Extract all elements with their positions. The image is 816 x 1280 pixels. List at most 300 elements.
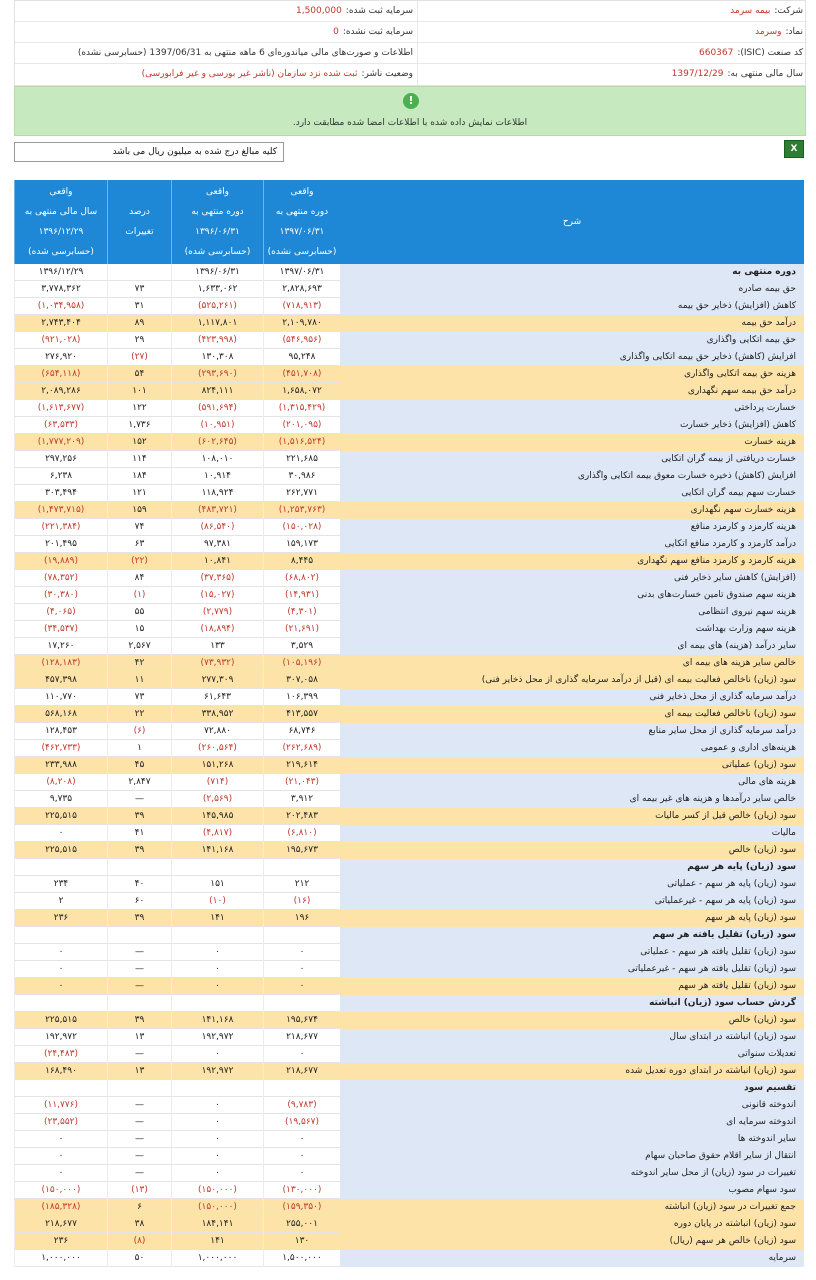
cell-period-1396: ۱۹۲,۹۷۲ xyxy=(171,1063,263,1080)
cell-change-percent: — xyxy=(107,978,171,995)
fiscal-value: 1397/12/29 xyxy=(671,69,724,79)
table-row xyxy=(14,536,804,553)
cell-period-1396: ۱۴۵,۹۸۵ xyxy=(171,808,263,825)
table-row xyxy=(14,298,804,315)
symbol-value[interactable]: وسرمد xyxy=(755,27,782,37)
cell-period-1396: ۱۴۱,۱۶۸ xyxy=(171,842,263,859)
company-info-panel xyxy=(14,0,806,86)
cell-period-1396: (۲,۵۶۹) xyxy=(171,791,263,808)
cell-period-1397: ۳,۵۲۹ xyxy=(263,638,340,655)
row-label: درآمد کارمزد و کارمزد منافع اتکایی xyxy=(340,536,804,553)
table-row xyxy=(14,264,804,281)
cell-period-1397: ۲۶۲,۷۷۱ xyxy=(263,485,340,502)
row-label: درآمد حق بیمه xyxy=(340,315,804,332)
cell-period-1397: ۰ xyxy=(263,978,340,995)
row-label: اندوخته سرمایه ای xyxy=(340,1114,804,1131)
cell-period-1397 xyxy=(263,859,340,876)
cell-period-1396: (۱۸,۸۹۴) xyxy=(171,621,263,638)
cell-period-1397 xyxy=(263,995,340,1012)
cell-fiscal-year: (۴,۰۶۵) xyxy=(14,604,107,621)
row-label: هزینه خسارت سهم نگهداری xyxy=(340,502,804,519)
cell-period-1396 xyxy=(171,927,263,944)
cell-change-percent: ۴۵ xyxy=(107,757,171,774)
cell-period-1396: ۱۸۴,۱۴۱ xyxy=(171,1216,263,1233)
verification-notice xyxy=(14,86,806,136)
cell-period-1396: ۱۳۰,۳۰۸ xyxy=(171,349,263,366)
table-row xyxy=(14,893,804,910)
cell-period-1396: (۴۸۳,۷۲۱) xyxy=(171,502,263,519)
row-label: سود (زیان) انباشته در ابتدای دوره تعدیل شده xyxy=(340,1063,804,1080)
info-row-fiscal xyxy=(15,64,807,85)
table-row xyxy=(14,1182,804,1199)
row-label: خسارت سهم بیمه گران اتکایی xyxy=(340,485,804,502)
cell-period-1397: (۵۴۶,۹۵۶) xyxy=(263,332,340,349)
cell-period-1397: (۴۵۱,۷۰۸) xyxy=(263,366,340,383)
table-row xyxy=(14,553,804,570)
cell-fiscal-year: ۰ xyxy=(14,978,107,995)
table-row xyxy=(14,349,804,366)
cell-period-1397: ۲,۸۲۸,۶۹۳ xyxy=(263,281,340,298)
cell-fiscal-year: ۲۱۸,۶۷۷ xyxy=(14,1216,107,1233)
cell-change-percent: ۵۰ xyxy=(107,1250,171,1267)
cell-fiscal-year: ۰ xyxy=(14,961,107,978)
cell-period-1397: (۲۱,۶۹۱) xyxy=(263,621,340,638)
cell-period-1397: ۲۰۲,۴۸۳ xyxy=(263,808,340,825)
row-label: درآمد سرمایه گذاری از محل ذخایر فنی xyxy=(340,689,804,706)
table-row xyxy=(14,468,804,485)
company-value[interactable]: بیمه سرمد xyxy=(730,6,771,16)
cell-change-percent: ۷۴ xyxy=(107,519,171,536)
cell-period-1396: (۴,۸۱۷) xyxy=(171,825,263,842)
cell-period-1396: ۱۰,۹۱۴ xyxy=(171,468,263,485)
table-row xyxy=(14,757,804,774)
cell-change-percent: ۱۳ xyxy=(107,1029,171,1046)
row-label: افزایش (کاهش) ذخیره خسارت معوق بیمه اتکایی واگذاری xyxy=(340,468,804,485)
isic-label: کد صنعت (ISIC): xyxy=(737,48,803,58)
cell-period-1396: ۱,۱۱۷,۸۰۱ xyxy=(171,315,263,332)
cell-period-1396: ۷۲,۸۸۰ xyxy=(171,723,263,740)
table-row xyxy=(14,519,804,536)
cell-period-1397: ۳,۹۱۲ xyxy=(263,791,340,808)
cell-period-1397: (۴,۳۰۱) xyxy=(263,604,340,621)
report-title: اطلاعات و صورت‌های مالی میاندوره‌ای 6 ماهه منتهی به 1397/06/31 (حسابرسی نشده) xyxy=(77,48,413,58)
cell-fiscal-year: ۱۶۸,۴۹۰ xyxy=(14,1063,107,1080)
cell-period-1396: ۶۱,۶۴۳ xyxy=(171,689,263,706)
cell-fiscal-year: (۱,۴۷۳,۷۱۵) xyxy=(14,502,107,519)
cell-fiscal-year: ۳۰۳,۴۹۴ xyxy=(14,485,107,502)
cell-fiscal-year: (۲۲۱,۳۸۴) xyxy=(14,519,107,536)
cell-period-1397: ۳۰,۹۸۶ xyxy=(263,468,340,485)
row-label: اندوخته قانونی xyxy=(340,1097,804,1114)
cell-change-percent: ۴۱ xyxy=(107,825,171,842)
cell-period-1397: (۱,۵۱۶,۵۲۴) xyxy=(263,434,340,451)
table-row xyxy=(14,723,804,740)
cell-fiscal-year: ۳,۷۷۸,۳۶۲ xyxy=(14,281,107,298)
cell-period-1396 xyxy=(171,859,263,876)
row-label: سود (زیان) تقلیل یافته هر سهم xyxy=(340,927,804,944)
company-label: شرکت: xyxy=(774,6,803,16)
cell-period-1397: (۹,۷۸۳) xyxy=(263,1097,340,1114)
cell-period-1397: ۰ xyxy=(263,1148,340,1165)
row-label: خسارت پرداختی xyxy=(340,400,804,417)
cell-period-1397: ۰ xyxy=(263,1165,340,1182)
table-row xyxy=(14,1199,804,1216)
cell-period-1397: (۱۶) xyxy=(263,893,340,910)
table-row xyxy=(14,1216,804,1233)
cell-period-1397: (۱۵۰,۰۲۸) xyxy=(263,519,340,536)
row-label: درآمد حق بیمه سهم نگهداری xyxy=(340,383,804,400)
cell-period-1397: ۲۱۲ xyxy=(263,876,340,893)
table-row xyxy=(14,876,804,893)
cell-fiscal-year: ۱,۰۰۰,۰۰۰ xyxy=(14,1250,107,1267)
unit-note: کلیه مبالغ درج شده به میلیون ریال می باشد xyxy=(14,142,284,162)
table-row xyxy=(14,1063,804,1080)
cell-period-1396: ۳۳۸,۹۵۲ xyxy=(171,706,263,723)
cell-period-1397: ۱۳۰ xyxy=(263,1233,340,1250)
cell-period-1397: (۱۰۵,۱۹۶) xyxy=(263,655,340,672)
cell-period-1396: ۰ xyxy=(171,961,263,978)
cell-period-1397: ۸,۴۴۵ xyxy=(263,553,340,570)
cell-period-1397: (۱۹,۵۶۷) xyxy=(263,1114,340,1131)
cell-change-percent: ۳۹ xyxy=(107,842,171,859)
cell-period-1396: ۸۲۴,۱۱۱ xyxy=(171,383,263,400)
table-row xyxy=(14,1097,804,1114)
row-label: حق بیمه اتکایی واگذاری xyxy=(340,332,804,349)
cell-period-1397: ۲۲۱,۶۸۵ xyxy=(263,451,340,468)
table-row xyxy=(14,1131,804,1148)
cell-change-percent: — xyxy=(107,961,171,978)
cell-fiscal-year: ۲۹۷,۲۵۶ xyxy=(14,451,107,468)
cell-fiscal-year: (۱۵۰,۰۰۰) xyxy=(14,1182,107,1199)
row-label: تقسیم سود xyxy=(340,1080,804,1097)
cell-change-percent: ۸۹ xyxy=(107,315,171,332)
unreg-capital-label: سرمایه ثبت نشده: xyxy=(342,27,413,37)
cell-change-percent: (۲۲) xyxy=(107,553,171,570)
row-label: هزینه کارمزد و کارمزد منافع xyxy=(340,519,804,536)
row-label: (افزایش) کاهش سایر ذخایر فنی xyxy=(340,570,804,587)
row-label: سود (زیان) انباشته در ابتدای سال xyxy=(340,1029,804,1046)
row-label: حق بیمه صادره xyxy=(340,281,804,298)
table-row xyxy=(14,638,804,655)
cell-period-1396: (۷۳,۹۳۲) xyxy=(171,655,263,672)
cell-period-1397: ۱۹۶ xyxy=(263,910,340,927)
header-change-percent: درصد تغییرات xyxy=(107,180,171,264)
cell-period-1396: ۱,۶۳۳,۰۶۲ xyxy=(171,281,263,298)
cell-period-1396: ۱۴۱ xyxy=(171,1233,263,1250)
cell-period-1397: ۲۱۸,۶۷۷ xyxy=(263,1029,340,1046)
cell-change-percent: ۲,۵۶۷ xyxy=(107,638,171,655)
table-row xyxy=(14,587,804,604)
cell-period-1397: ۲۱۹,۶۱۴ xyxy=(263,757,340,774)
table-row xyxy=(14,1029,804,1046)
cell-fiscal-year: (۱۲۸,۱۸۳) xyxy=(14,655,107,672)
cell-period-1396: (۱۵۰,۰۰۰) xyxy=(171,1182,263,1199)
row-label: سود (زیان) پایه هر سهم xyxy=(340,859,804,876)
table-row xyxy=(14,706,804,723)
cell-fiscal-year xyxy=(14,927,107,944)
table-row xyxy=(14,1046,804,1063)
table-row xyxy=(14,791,804,808)
cell-period-1397: (۱۴,۹۳۱) xyxy=(263,587,340,604)
cell-period-1397: ۰ xyxy=(263,944,340,961)
cell-period-1396: ۰ xyxy=(171,1097,263,1114)
row-label: سود (زیان) پایه هر سهم - عملیاتی xyxy=(340,876,804,893)
cell-fiscal-year: ۲۳۴ xyxy=(14,876,107,893)
table-header xyxy=(14,180,804,264)
cell-period-1396: ۰ xyxy=(171,1165,263,1182)
status-label: وضعیت ناشر: xyxy=(361,69,413,79)
row-label: افزایش (کاهش) ذخایر حق بیمه اتکایی واگذاری xyxy=(340,349,804,366)
cell-fiscal-year: ۲۰۱,۴۹۵ xyxy=(14,536,107,553)
row-label: سود (زیان) تقلیل یافته هر سهم - غیرعملیاتی xyxy=(340,961,804,978)
table-row xyxy=(14,621,804,638)
row-label: دوره منتهی به xyxy=(340,264,804,281)
cell-period-1396: (۳۷,۳۶۵) xyxy=(171,570,263,587)
cell-change-percent: ۳۹ xyxy=(107,808,171,825)
cell-fiscal-year: (۱۹,۸۸۹) xyxy=(14,553,107,570)
table-row xyxy=(14,961,804,978)
table-row xyxy=(14,604,804,621)
cell-fiscal-year xyxy=(14,859,107,876)
table-row xyxy=(14,400,804,417)
row-label: تعدیلات سنواتی xyxy=(340,1046,804,1063)
table-row xyxy=(14,774,804,791)
table-row xyxy=(14,1148,804,1165)
row-label: جمع تغییرات در سود (زیان) انباشته xyxy=(340,1199,804,1216)
row-label: سود (زیان) خالص xyxy=(340,842,804,859)
cell-change-percent: (۸) xyxy=(107,1233,171,1250)
table-row xyxy=(14,570,804,587)
cell-fiscal-year: (۱,۷۷۷,۲۰۹) xyxy=(14,434,107,451)
table-row xyxy=(14,1233,804,1250)
cell-period-1397: ۱,۵۰۰,۰۰۰ xyxy=(263,1250,340,1267)
cell-change-percent: (۶) xyxy=(107,723,171,740)
row-label: تغییرات در سود (زیان) از محل سایر اندوخته xyxy=(340,1165,804,1182)
cell-change-percent: ۵۵ xyxy=(107,604,171,621)
cell-period-1397 xyxy=(263,1080,340,1097)
cell-period-1396: ۱۳۹۶/۰۶/۳۱ xyxy=(171,264,263,281)
cell-period-1396: (۵۲۵,۲۶۱) xyxy=(171,298,263,315)
table-row xyxy=(14,740,804,757)
unreg-capital-value: 0 xyxy=(333,27,339,37)
cell-fiscal-year: ۲۲۵,۵۱۵ xyxy=(14,808,107,825)
cell-change-percent: (۲۷) xyxy=(107,349,171,366)
row-label: هزینه سهم نیروی انتظامی xyxy=(340,604,804,621)
cell-period-1396: ۱,۰۰۰,۰۰۰ xyxy=(171,1250,263,1267)
table-row xyxy=(14,502,804,519)
cell-period-1396: ۰ xyxy=(171,978,263,995)
cell-fiscal-year: ۶,۲۳۸ xyxy=(14,468,107,485)
table-row xyxy=(14,417,804,434)
cell-change-percent: ۱۲۲ xyxy=(107,400,171,417)
cell-change-percent: — xyxy=(107,1097,171,1114)
cell-period-1396: ۱۹۲,۹۷۲ xyxy=(171,1029,263,1046)
cell-fiscal-year: (۹۲۱,۰۲۸) xyxy=(14,332,107,349)
table-row xyxy=(14,978,804,995)
cell-period-1397: (۶۸,۸۰۲) xyxy=(263,570,340,587)
cell-period-1397: ۰ xyxy=(263,961,340,978)
cell-change-percent: — xyxy=(107,1046,171,1063)
cell-period-1397: (۲۰۱,۰۹۵) xyxy=(263,417,340,434)
cell-fiscal-year: ۱۲۸,۴۵۳ xyxy=(14,723,107,740)
cell-change-percent: ۱۵۹ xyxy=(107,502,171,519)
row-label: سود (زیان) خالص xyxy=(340,1012,804,1029)
table-row xyxy=(14,825,804,842)
cell-period-1397: ۱۰۶,۳۹۹ xyxy=(263,689,340,706)
cell-period-1397: ۱۹۵,۶۷۳ xyxy=(263,842,340,859)
row-label: سود (زیان) ناخالص فعالیت بیمه ای (قبل از درآمد سرمایه گذاری از محل ذخایر فنی) xyxy=(340,672,804,689)
row-label: سود (زیان) عملیاتی xyxy=(340,757,804,774)
row-label: سایر درآمد (هزینه) های بیمه ای xyxy=(340,638,804,655)
cell-fiscal-year: ۰ xyxy=(14,1131,107,1148)
cell-period-1396: ۹۷,۳۸۱ xyxy=(171,536,263,553)
capital-value: 1,500,000 xyxy=(295,6,342,16)
row-label: سود (زیان) خالص قبل از کسر مالیات xyxy=(340,808,804,825)
cell-change-percent: ۱۱۴ xyxy=(107,451,171,468)
cell-period-1396: ۲۷۷,۳۰۹ xyxy=(171,672,263,689)
cell-change-percent: ۳۸ xyxy=(107,1216,171,1233)
row-label: هزینه های مالی xyxy=(340,774,804,791)
cell-period-1397: ۶۸,۷۴۶ xyxy=(263,723,340,740)
cell-period-1396: ۱۵۱,۲۶۸ xyxy=(171,757,263,774)
cell-fiscal-year: (۱۱,۷۷۶) xyxy=(14,1097,107,1114)
cell-period-1396: (۲۶۰,۵۶۴) xyxy=(171,740,263,757)
cell-period-1396: (۷۱۴) xyxy=(171,774,263,791)
row-label: گردش حساب سود (زیان) انباشته xyxy=(340,995,804,1012)
table-row xyxy=(14,1114,804,1131)
cell-fiscal-year: ۱۱۰,۷۷۰ xyxy=(14,689,107,706)
cell-change-percent: — xyxy=(107,1148,171,1165)
table-row xyxy=(14,808,804,825)
cell-fiscal-year: ۲,۷۴۳,۴۰۴ xyxy=(14,315,107,332)
cell-fiscal-year: (۶۵۴,۱۱۸) xyxy=(14,366,107,383)
cell-period-1396: ۰ xyxy=(171,1114,263,1131)
cell-fiscal-year: (۱۸۵,۳۲۸) xyxy=(14,1199,107,1216)
cell-fiscal-year: (۱,۶۱۳,۶۷۷) xyxy=(14,400,107,417)
cell-fiscal-year: ۲ xyxy=(14,893,107,910)
cell-change-percent: ۱۳ xyxy=(107,1063,171,1080)
info-row-company xyxy=(15,1,807,22)
cell-change-percent: ۷۳ xyxy=(107,281,171,298)
cell-period-1397: (۷۱۸,۹۱۳) xyxy=(263,298,340,315)
cell-period-1396: ۱۴۱ xyxy=(171,910,263,927)
row-label: هزینه‌های اداری و عمومی xyxy=(340,740,804,757)
cell-period-1396: ۱۳۳ xyxy=(171,638,263,655)
row-label: انتقال از سایر اقلام حقوق صاحبان سهام xyxy=(340,1148,804,1165)
row-label: سود (زیان) تقلیل یافته هر سهم - عملیاتی xyxy=(340,944,804,961)
cell-period-1396: ۱۴۱,۱۶۸ xyxy=(171,1012,263,1029)
table-row xyxy=(14,944,804,961)
cell-period-1396: ۱۰,۸۴۱ xyxy=(171,553,263,570)
cell-change-percent: ۳۹ xyxy=(107,910,171,927)
cell-fiscal-year: (۳۰,۳۸۰) xyxy=(14,587,107,604)
cell-change-percent: — xyxy=(107,1114,171,1131)
table-row xyxy=(14,655,804,672)
row-label: هزینه سهم وزارت بهداشت xyxy=(340,621,804,638)
notice-text: اطلاعات نمایش داده شده با اطلاعات امضا شده مطابقت دارد. xyxy=(292,118,528,128)
cell-fiscal-year: ۲۷۶,۹۲۰ xyxy=(14,349,107,366)
cell-period-1397: ۰ xyxy=(263,1131,340,1148)
cell-change-percent xyxy=(107,859,171,876)
cell-period-1397: ۰ xyxy=(263,1046,340,1063)
cell-change-percent: ۷۳ xyxy=(107,689,171,706)
cell-period-1396: ۱۱۸,۹۲۴ xyxy=(171,485,263,502)
cell-fiscal-year: (۴۶۲,۷۳۳) xyxy=(14,740,107,757)
table-row xyxy=(14,485,804,502)
cell-period-1397: (۱۵۹,۳۵۰) xyxy=(263,1199,340,1216)
excel-export-icon[interactable]: X xyxy=(784,140,804,158)
cell-period-1396: (۱۰) xyxy=(171,893,263,910)
symbol-label: نماد: xyxy=(785,27,803,37)
cell-period-1397: (۱۳۰,۰۰۰) xyxy=(263,1182,340,1199)
cell-period-1396: (۲,۷۷۹) xyxy=(171,604,263,621)
cell-period-1396: (۱۵۰,۰۰۰) xyxy=(171,1199,263,1216)
info-row-symbol xyxy=(15,22,807,43)
cell-change-percent: (۱) xyxy=(107,587,171,604)
cell-change-percent: ۶ xyxy=(107,1199,171,1216)
cell-change-percent: ۱۰۱ xyxy=(107,383,171,400)
cell-change-percent: ۱۵۲ xyxy=(107,434,171,451)
row-label: خسارت دریافتی از بیمه گران اتکایی xyxy=(340,451,804,468)
row-label: سرمایه xyxy=(340,1250,804,1267)
cell-period-1396: ۰ xyxy=(171,1131,263,1148)
table-row xyxy=(14,281,804,298)
header-fiscal-year: واقعی سال مالی منتهی به ۱۳۹۶/۱۲/۲۹ (حسابرسی شده) xyxy=(14,180,107,264)
cell-change-percent: — xyxy=(107,1131,171,1148)
cell-fiscal-year: ۱۷,۲۶۰ xyxy=(14,638,107,655)
cell-period-1397: ۱,۶۵۸,۰۷۲ xyxy=(263,383,340,400)
row-label: کاهش (افزایش) ذخایر حق بیمه xyxy=(340,298,804,315)
table-row xyxy=(14,332,804,349)
row-label: سود (زیان) تقلیل یافته هر سهم xyxy=(340,978,804,995)
cell-period-1397: ۱۵۹,۱۷۳ xyxy=(263,536,340,553)
cell-change-percent: ۴۲ xyxy=(107,655,171,672)
cell-fiscal-year xyxy=(14,1080,107,1097)
row-label: سود (زیان) ناخالص فعالیت بیمه ای xyxy=(340,706,804,723)
table-row xyxy=(14,672,804,689)
cell-change-percent: ۳۱ xyxy=(107,298,171,315)
cell-period-1397: (۲۶۲,۶۸۹) xyxy=(263,740,340,757)
cell-fiscal-year: ۰ xyxy=(14,944,107,961)
cell-fiscal-year: ۹,۷۳۵ xyxy=(14,791,107,808)
cell-change-percent: ۳۹ xyxy=(107,1012,171,1029)
row-label: درآمد سرمایه گذاری از محل سایر منابع xyxy=(340,723,804,740)
table-row xyxy=(14,1250,804,1267)
cell-period-1396: (۸۶,۵۴۰) xyxy=(171,519,263,536)
cell-change-percent: ۶۳ xyxy=(107,536,171,553)
capital-label: سرمایه ثبت شده: xyxy=(345,6,413,16)
cell-period-1396: ۰ xyxy=(171,1148,263,1165)
cell-change-percent: ۱۲۱ xyxy=(107,485,171,502)
cell-fiscal-year: (۳۴,۵۳۷) xyxy=(14,621,107,638)
cell-change-percent: ۱ xyxy=(107,740,171,757)
cell-fiscal-year: (۱,۰۳۴,۹۵۸) xyxy=(14,298,107,315)
info-icon: ! xyxy=(403,93,419,109)
cell-fiscal-year: (۲۳,۵۵۲) xyxy=(14,1114,107,1131)
table-row xyxy=(14,689,804,706)
cell-change-percent: ۶۰ xyxy=(107,893,171,910)
row-label: هزینه حق بیمه اتکایی واگذاری xyxy=(340,366,804,383)
cell-period-1396: (۴۲۳,۹۹۸) xyxy=(171,332,263,349)
cell-period-1396: ۱۰۸,۰۱۰ xyxy=(171,451,263,468)
cell-period-1397: (۶,۸۱۰) xyxy=(263,825,340,842)
table-row xyxy=(14,451,804,468)
cell-period-1396: (۵۹۱,۶۹۴) xyxy=(171,400,263,417)
cell-change-percent: ۲۲ xyxy=(107,706,171,723)
row-label: مالیات xyxy=(340,825,804,842)
cell-period-1396: (۲۹۳,۶۹۰) xyxy=(171,366,263,383)
cell-fiscal-year: (۲۴,۴۸۳) xyxy=(14,1046,107,1063)
